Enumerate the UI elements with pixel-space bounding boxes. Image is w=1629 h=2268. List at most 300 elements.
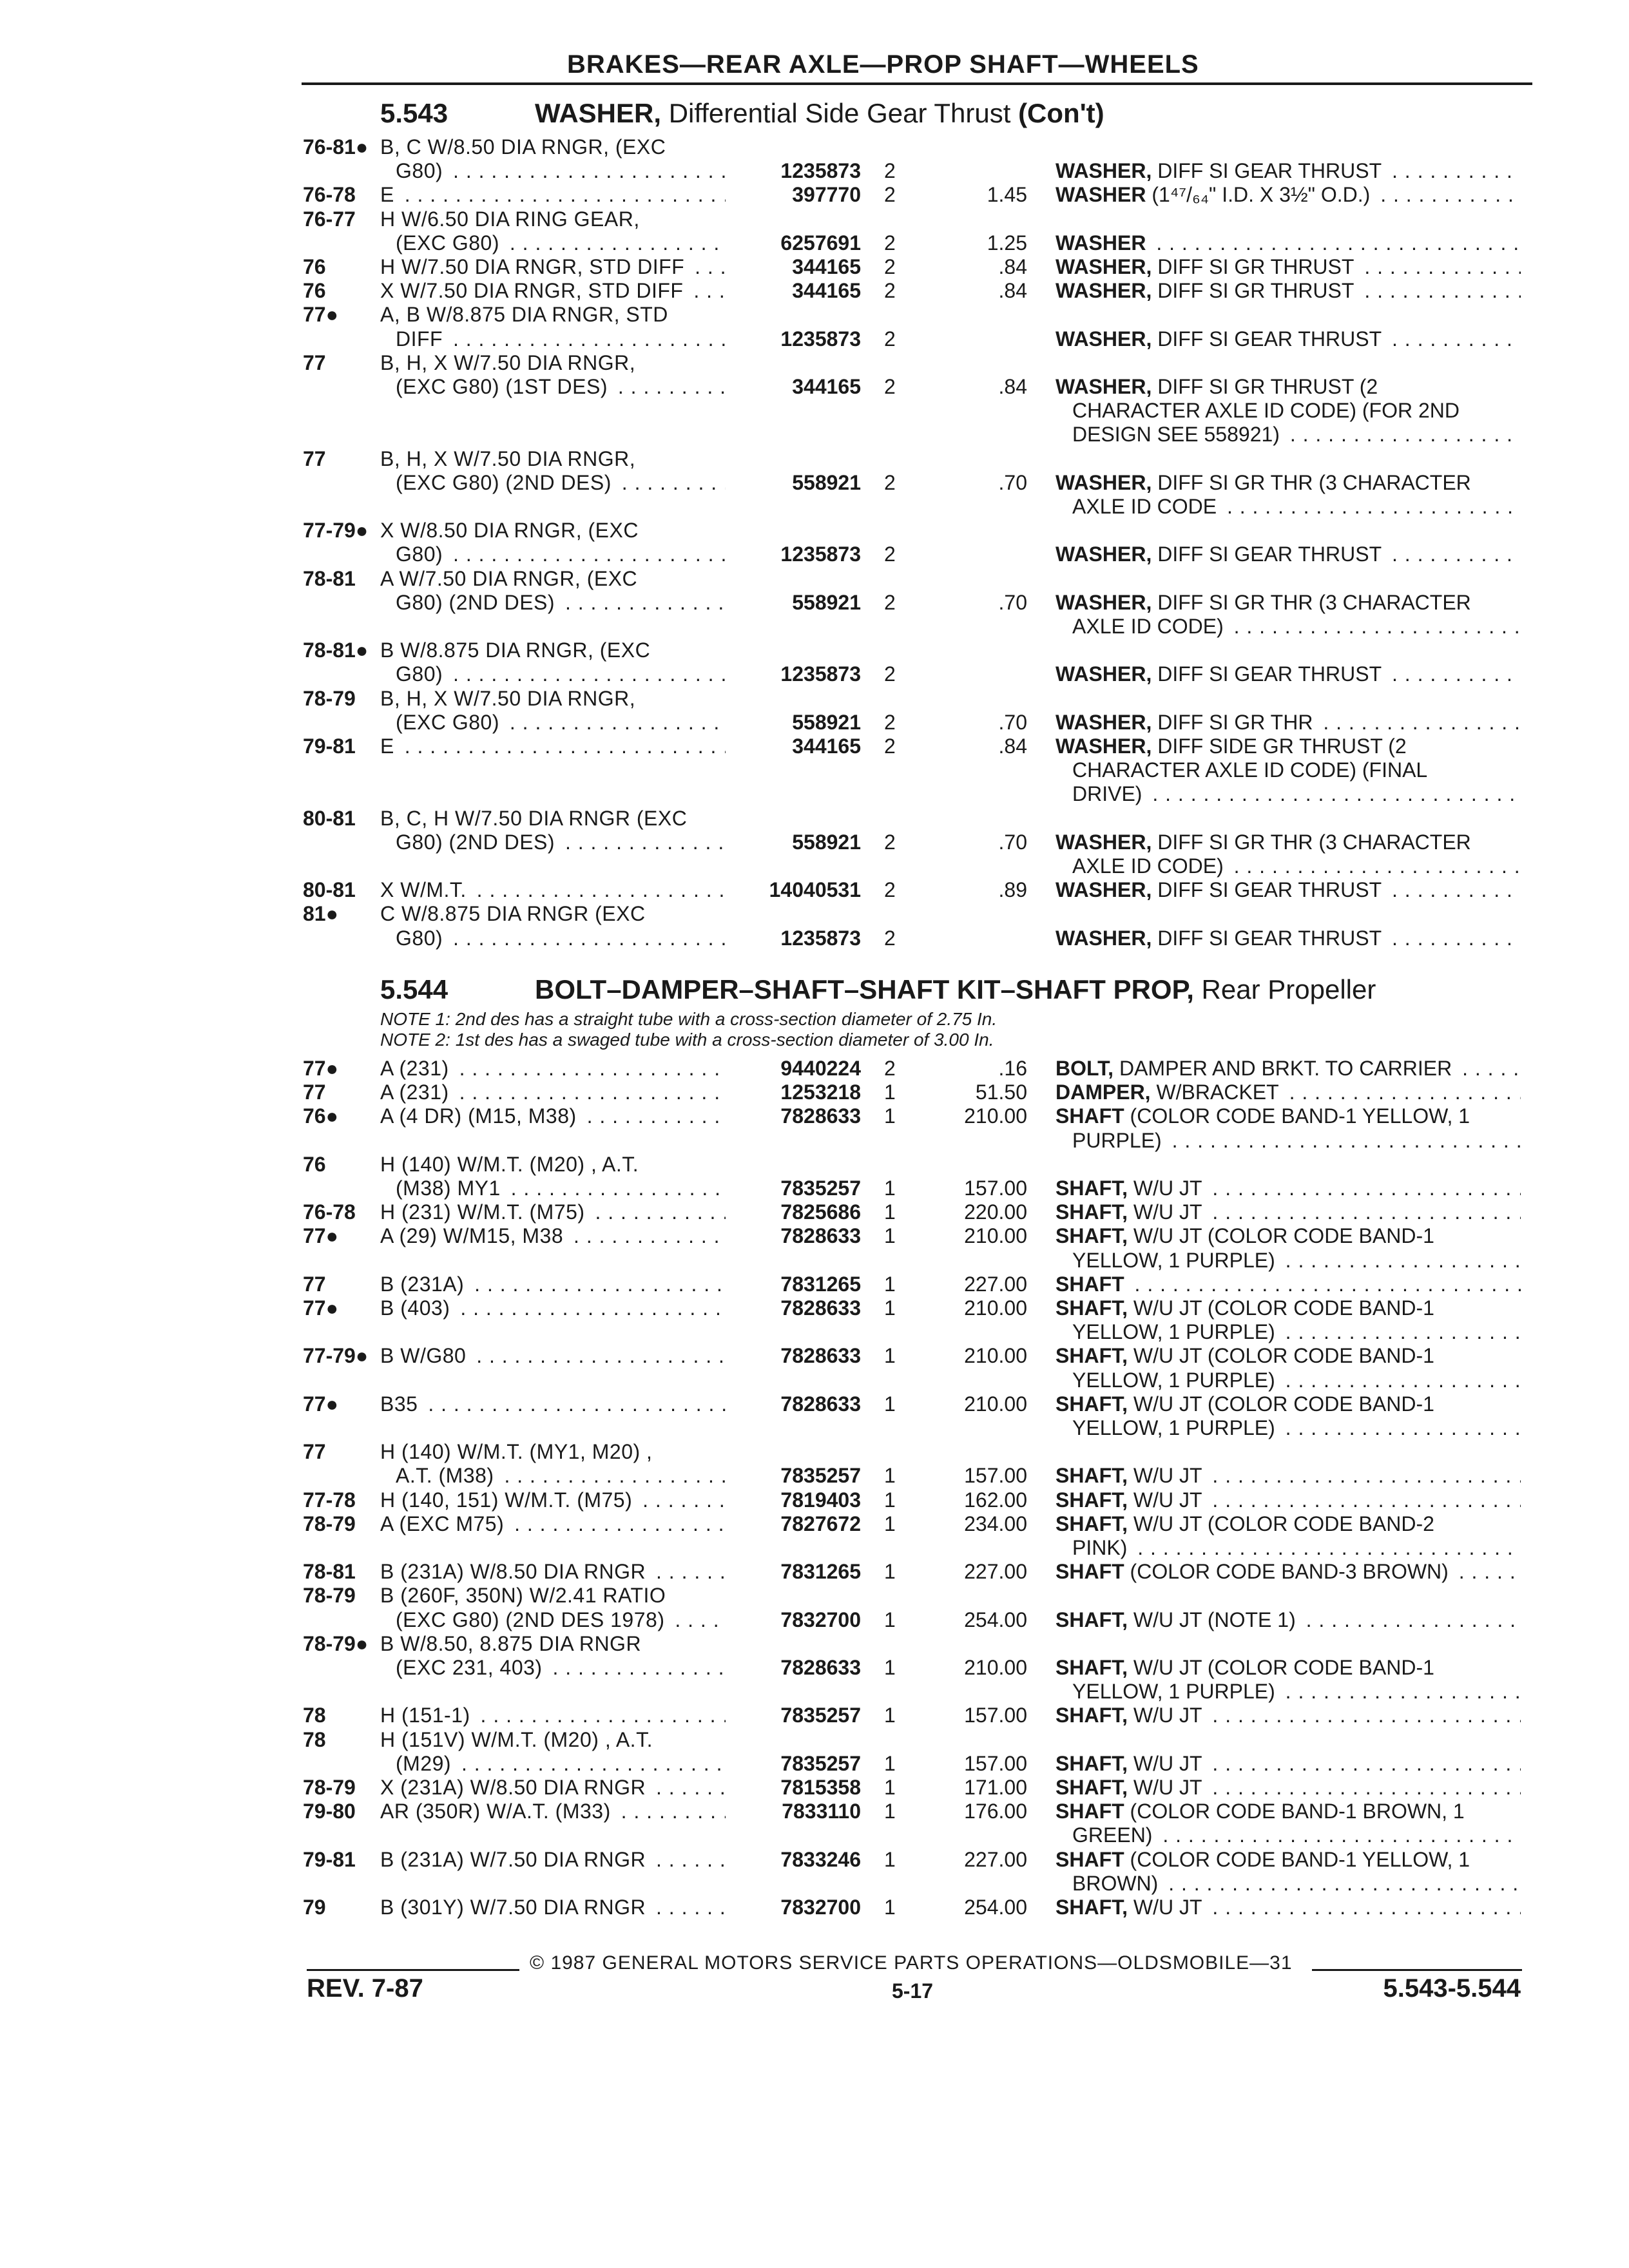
part-number: 7828633	[780, 1224, 861, 1248]
list-price: 162.00	[964, 1488, 1027, 1512]
list-price: .70	[998, 470, 1027, 494]
application-text: E	[380, 183, 398, 206]
part-description	[1055, 1273, 1521, 1296]
description-detail: DIFF SI GEAR THRUST	[1157, 926, 1382, 950]
row-line	[0, 1464, 1629, 1488]
description-detail: DIFF SI GEAR THRUST	[1157, 327, 1382, 351]
row-line	[0, 1129, 1629, 1153]
application-text: A (231)	[380, 1057, 453, 1080]
description-detail: DIFF SI GR THR (3 CHARACTER	[1157, 590, 1471, 614]
model-year: 78-81	[303, 566, 356, 590]
footer-rule-left	[307, 1969, 519, 1971]
part-number: 7828633	[780, 1344, 861, 1368]
list-price: 234.00	[964, 1512, 1027, 1535]
row-line	[0, 807, 1629, 831]
list-price: .84	[998, 375, 1027, 398]
section-note: NOTE 1: 2nd des has a straight tube with a cross-section diameter of 2.75 In.	[380, 1009, 998, 1029]
part-number: 7828633	[780, 1392, 861, 1416]
application	[380, 639, 726, 662]
description-detail: W/U JT	[1133, 1896, 1202, 1919]
description-detail: YELLOW, 1 PURPLE)	[1072, 1248, 1275, 1272]
quantity: 2	[884, 1057, 896, 1080]
description-detail: W/U JT (COLOR CODE BAND-1	[1133, 1392, 1434, 1416]
part-description	[1072, 1129, 1521, 1153]
part-description	[1055, 831, 1521, 854]
application	[380, 1632, 726, 1656]
part-description	[1072, 758, 1521, 782]
part-number: 344165	[792, 255, 861, 278]
quantity: 1	[884, 1488, 896, 1512]
model-year: 77●	[303, 1224, 338, 1248]
part-number: 7832700	[780, 1608, 861, 1631]
part-name: WASHER,	[1055, 662, 1152, 686]
application-text: B, H, X W/7.50 DIA RNGR,	[380, 351, 639, 374]
list-price: .70	[998, 590, 1027, 614]
list-price: 1.25	[987, 231, 1027, 255]
application-text: H (140) W/M.T. (MY1, M20) ,	[380, 1440, 656, 1463]
application-text: H (231) W/M.T. (M75)	[380, 1200, 589, 1224]
part-description	[1055, 662, 1521, 686]
quantity: 1	[884, 1200, 896, 1224]
part-description	[1055, 471, 1521, 495]
list-price: .84	[998, 279, 1027, 303]
row-line	[0, 1057, 1629, 1081]
quantity: 1	[884, 1296, 896, 1320]
row-line	[0, 1704, 1629, 1727]
row-line	[0, 1224, 1629, 1248]
description-text	[1055, 1656, 1438, 1679]
part-number: 344165	[792, 735, 861, 758]
application-text: X W/7.50 DIA RNGR, STD DIFF	[380, 279, 687, 302]
application	[380, 807, 726, 831]
description-detail: DIFF SI GR THR (3 CHARACTER	[1157, 470, 1471, 494]
description-text	[1055, 255, 1358, 278]
model-year: 79-80	[303, 1800, 356, 1823]
row-line	[0, 1848, 1629, 1872]
application	[380, 1440, 726, 1464]
part-number: 7835257	[780, 1751, 861, 1775]
description-detail: PURPLE)	[1072, 1128, 1162, 1152]
description-detail: DRIVE)	[1072, 782, 1142, 806]
model-year: 77●	[303, 303, 338, 327]
part-description	[1055, 711, 1521, 735]
part-description	[1055, 1296, 1521, 1320]
quantity: 2	[884, 470, 896, 494]
model-year: 76-77	[303, 207, 356, 231]
row-line	[0, 1728, 1629, 1752]
description-text	[1055, 1081, 1283, 1104]
part-number: 1235873	[780, 159, 861, 183]
row-line	[0, 1776, 1629, 1800]
row-line	[0, 231, 1629, 255]
description-text	[1055, 831, 1475, 854]
description-detail: CHARACTER AXLE ID CODE) (FINAL	[1072, 758, 1428, 782]
row-line	[0, 711, 1629, 735]
application	[380, 902, 726, 926]
application-text: (M38) MY1	[396, 1177, 505, 1200]
row-line	[0, 1896, 1629, 1919]
description-detail: PINK)	[1072, 1536, 1128, 1559]
part-name: SHAFT	[1055, 1272, 1124, 1296]
list-price: 157.00	[964, 1177, 1027, 1200]
model-year: 78-79	[303, 686, 356, 710]
part-name: WASHER,	[1055, 279, 1152, 303]
description-text	[1055, 1273, 1128, 1296]
quantity: 1	[884, 1656, 896, 1679]
row-line	[0, 1320, 1629, 1344]
description-text	[1072, 1680, 1279, 1703]
application-text: (EXC G80)	[396, 231, 503, 255]
model-year: 80-81	[303, 806, 356, 830]
model-year: 79-81	[303, 1847, 356, 1871]
part-number: 7835257	[780, 1464, 861, 1488]
list-price: 176.00	[964, 1800, 1027, 1823]
model-year: 78-79	[303, 1512, 356, 1535]
row-line	[0, 615, 1629, 639]
quantity: 1	[884, 1896, 896, 1919]
row-line	[0, 1560, 1629, 1584]
list-price: 210.00	[964, 1656, 1027, 1679]
application-text: G80)	[396, 662, 447, 686]
part-name: SHAFT,	[1055, 1464, 1128, 1488]
quantity: 2	[884, 255, 896, 278]
model-year: 76-78	[303, 1200, 356, 1224]
application-text: H (140) W/M.T. (M20) , A.T.	[380, 1153, 642, 1176]
row-line	[0, 1536, 1629, 1560]
part-number: 7828633	[780, 1656, 861, 1679]
list-price: 254.00	[964, 1608, 1027, 1631]
list-price: .89	[998, 878, 1027, 902]
row-line	[0, 902, 1629, 926]
part-name: WASHER,	[1055, 878, 1152, 902]
model-year: 78-79●	[303, 1631, 369, 1655]
part-description	[1072, 1872, 1521, 1896]
part-name: SHAFT,	[1055, 1776, 1128, 1799]
part-description	[1055, 279, 1521, 303]
description-text	[1072, 1320, 1279, 1343]
description-detail: YELLOW, 1 PURPLE)	[1072, 1320, 1275, 1344]
part-name: SHAFT,	[1055, 1392, 1128, 1416]
model-year: 79	[303, 1896, 326, 1919]
list-price: 227.00	[964, 1560, 1027, 1584]
part-description	[1055, 1512, 1521, 1536]
description-text	[1055, 1704, 1206, 1727]
description-text	[1055, 1224, 1438, 1247]
description-detail: DIFF SI GEAR THRUST	[1157, 662, 1382, 686]
application-text: DIFF	[396, 327, 447, 351]
part-description	[1055, 1560, 1521, 1584]
row-line	[0, 495, 1629, 519]
part-description	[1072, 423, 1521, 447]
part-description	[1055, 1488, 1521, 1512]
list-price: 210.00	[964, 1296, 1027, 1320]
part-description	[1072, 1320, 1521, 1344]
description-detail: AXLE ID CODE	[1072, 495, 1217, 518]
application-text: C W/8.875 DIA RNGR (EXC	[380, 902, 650, 925]
list-price: .84	[998, 255, 1027, 278]
description-text	[1072, 854, 1228, 878]
part-description	[1072, 1536, 1521, 1560]
application-text: A (4 DR) (M15, M38)	[380, 1104, 581, 1128]
description-text	[1072, 1249, 1279, 1272]
part-name: SHAFT,	[1055, 1488, 1128, 1512]
description-text	[1072, 758, 1431, 782]
application-text: H (140, 151) W/M.T. (M75)	[380, 1488, 636, 1512]
part-name: WASHER,	[1055, 926, 1152, 950]
part-name: WASHER,	[1055, 159, 1152, 183]
part-description	[1055, 1848, 1521, 1872]
application-text: E	[380, 735, 398, 758]
application-text: B W/8.50, 8.875 DIA RNGR	[380, 1632, 645, 1655]
model-year: 77-78	[303, 1488, 356, 1512]
row-line	[0, 1249, 1629, 1273]
part-name: WASHER	[1055, 231, 1146, 255]
application	[380, 351, 726, 375]
description-text	[1055, 1392, 1438, 1416]
description-detail: DIFF SI GEAR THRUST	[1157, 543, 1382, 566]
row-line	[0, 351, 1629, 375]
list-price: 157.00	[964, 1751, 1027, 1775]
row-line	[0, 303, 1629, 327]
description-text	[1055, 543, 1385, 566]
row-line	[0, 1872, 1629, 1896]
part-name: SHAFT,	[1055, 1656, 1128, 1679]
row-line	[0, 1440, 1629, 1464]
description-text	[1055, 1848, 1474, 1871]
part-number: 7835257	[780, 1704, 861, 1727]
part-description	[1055, 1656, 1521, 1680]
description-text	[1055, 1104, 1474, 1128]
row-line	[0, 1823, 1629, 1847]
section-note: NOTE 2: 1st des has a swaged tube with a cross-section diameter of 3.00 In.	[380, 1030, 994, 1050]
application-text: (EXC G80) (1ST DES)	[396, 375, 612, 398]
part-description	[1055, 1200, 1521, 1224]
part-description	[1055, 1081, 1521, 1104]
part-name: SHAFT,	[1055, 1296, 1128, 1320]
application	[380, 207, 726, 231]
description-detail: DIFF SIDE GR THRUST (2	[1157, 735, 1407, 758]
section-title-sub: Rear Propeller	[1201, 974, 1376, 1004]
description-text	[1072, 1872, 1162, 1895]
row-line	[0, 1488, 1629, 1512]
part-number: 7832700	[780, 1896, 861, 1919]
description-text	[1072, 1369, 1279, 1392]
part-name: SHAFT	[1055, 1560, 1124, 1584]
part-number: 344165	[792, 375, 861, 398]
section-title-main: WASHER,	[535, 98, 662, 128]
list-price: 210.00	[964, 1344, 1027, 1368]
description-text	[1055, 1296, 1438, 1320]
part-name: WASHER,	[1055, 830, 1152, 854]
part-description	[1055, 1057, 1521, 1081]
application	[380, 1584, 726, 1608]
model-year: 76-78	[303, 183, 356, 207]
application-text: B, H, X W/7.50 DIA RNGR,	[380, 447, 639, 470]
row-line	[0, 1656, 1629, 1680]
description-detail: (COLOR CODE BAND-3 BROWN)	[1130, 1560, 1449, 1584]
application-text: A (231)	[380, 1081, 453, 1104]
description-text	[1072, 1129, 1166, 1152]
part-number: 397770	[792, 183, 861, 207]
description-text	[1055, 1177, 1206, 1200]
application-text: (EXC 231, 403)	[396, 1656, 546, 1679]
model-year: 76	[303, 1152, 326, 1176]
description-detail: DIFF SI GR THRUST	[1157, 255, 1354, 278]
application-text: (EXC G80) (2ND DES 1978)	[396, 1608, 668, 1631]
model-year: 77	[303, 1272, 326, 1296]
description-text	[1072, 423, 1284, 446]
description-detail: BROWN)	[1072, 1871, 1159, 1895]
description-text	[1055, 591, 1475, 614]
part-description	[1055, 1224, 1521, 1248]
list-price: .16	[998, 1057, 1027, 1080]
list-price: 1.45	[987, 183, 1027, 207]
description-text	[1055, 1776, 1206, 1799]
row-line	[0, 159, 1629, 183]
description-detail: W/U JT (COLOR CODE BAND-1	[1133, 1224, 1434, 1248]
row-line	[0, 1584, 1629, 1608]
model-year: 79-81	[303, 735, 356, 758]
model-year: 77	[303, 351, 326, 374]
list-price: .70	[998, 830, 1027, 854]
section-number: 5.543	[380, 98, 448, 128]
row-line	[0, 1104, 1629, 1128]
description-detail: W/U JT	[1133, 1776, 1202, 1799]
application-text: (EXC G80)	[396, 711, 503, 734]
list-price: 210.00	[964, 1392, 1027, 1416]
application-text: B35	[380, 1392, 421, 1416]
application-text: G80)	[396, 159, 447, 182]
list-price: 210.00	[964, 1224, 1027, 1248]
description-detail: W/U JT	[1133, 1704, 1202, 1727]
quantity: 2	[884, 543, 896, 566]
description-detail: W/U JT (NOTE 1)	[1133, 1608, 1296, 1631]
description-text	[1055, 327, 1385, 351]
application-text: B (231A) W/7.50 DIA RNGR	[380, 1848, 650, 1871]
part-description	[1055, 1344, 1521, 1368]
description-detail: W/BRACKET	[1156, 1081, 1279, 1104]
section-range: 5.543-5.544	[1383, 1974, 1521, 2003]
description-detail: W/U JT	[1133, 1177, 1202, 1200]
part-number: 1235873	[780, 327, 861, 351]
part-number: 7828633	[780, 1296, 861, 1320]
part-description	[1055, 1177, 1521, 1200]
description-text	[1055, 1488, 1206, 1512]
part-description	[1055, 1104, 1521, 1128]
description-text	[1055, 279, 1358, 302]
row-line	[0, 135, 1629, 159]
quantity: 2	[884, 279, 896, 303]
description-detail: W/U JT	[1133, 1488, 1202, 1512]
part-description	[1055, 1896, 1521, 1919]
part-name: SHAFT,	[1055, 1344, 1128, 1368]
description-text	[1072, 1536, 1131, 1559]
application-text: B W/G80	[380, 1344, 470, 1367]
application	[380, 447, 726, 471]
quantity: 2	[884, 327, 896, 351]
application	[380, 1728, 726, 1752]
description-detail: DAMPER AND BRKT. TO CARRIER	[1119, 1057, 1452, 1080]
model-year: 78-81	[303, 1560, 356, 1584]
row-line	[0, 1344, 1629, 1368]
description-text	[1055, 1464, 1206, 1487]
description-text	[1055, 878, 1385, 901]
quantity: 2	[884, 878, 896, 902]
description-text	[1055, 735, 1411, 758]
part-description	[1072, 1416, 1521, 1440]
list-price: 210.00	[964, 1104, 1027, 1128]
part-number: 1235873	[780, 926, 861, 950]
part-name: WASHER,	[1055, 327, 1152, 351]
application-text: H (151-1)	[380, 1704, 474, 1727]
row-line	[0, 519, 1629, 543]
application-text: G80)	[396, 927, 447, 950]
row-line	[0, 1296, 1629, 1320]
part-description	[1072, 615, 1521, 639]
part-name: SHAFT,	[1055, 1704, 1128, 1727]
application-text: B W/8.875 DIA RNGR, (EXC	[380, 639, 654, 662]
footer-rule-right	[1312, 1969, 1522, 1971]
description-text	[1072, 1416, 1279, 1439]
application-text: B (403)	[380, 1296, 454, 1320]
description-text	[1055, 662, 1385, 686]
quantity: 2	[884, 735, 896, 758]
quantity: 1	[884, 1104, 896, 1128]
model-year: 76●	[303, 1104, 338, 1128]
part-number: 9440224	[780, 1057, 861, 1080]
quantity: 2	[884, 231, 896, 255]
copyright-notice: © 1987 GENERAL MOTORS SERVICE PARTS OPERATIONS—OLDSMOBILE—31	[530, 1952, 1293, 1974]
quantity: 1	[884, 1081, 896, 1104]
description-detail: CHARACTER AXLE ID CODE) (FOR 2ND	[1072, 399, 1460, 423]
row-line	[0, 1512, 1629, 1536]
application	[380, 303, 726, 327]
part-number: 7833110	[782, 1800, 861, 1823]
part-number: 7825686	[780, 1200, 861, 1224]
description-text	[1072, 615, 1228, 638]
row-line	[0, 1632, 1629, 1656]
row-line	[0, 375, 1629, 399]
quantity: 1	[884, 1272, 896, 1296]
part-description	[1055, 1752, 1521, 1776]
part-description	[1055, 1464, 1521, 1488]
model-year: 77●	[303, 1392, 338, 1416]
part-number: 7835257	[780, 1177, 861, 1200]
part-number: 14040531	[769, 878, 861, 902]
part-number: 6257691	[780, 231, 861, 255]
part-number: 1235873	[780, 662, 861, 686]
part-description	[1055, 543, 1521, 566]
list-price: 227.00	[964, 1847, 1027, 1871]
application-text: A.T. (M38)	[396, 1464, 498, 1487]
part-description	[1055, 735, 1521, 758]
row-line	[0, 927, 1629, 950]
row-line	[0, 567, 1629, 591]
model-year: 78-81●	[303, 639, 369, 662]
description-detail: W/U JT (COLOR CODE BAND-2	[1133, 1512, 1434, 1535]
part-description	[1055, 255, 1521, 279]
page-header-title: BRAKES—REAR AXLE—PROP SHAFT—WHEELS	[567, 50, 1199, 79]
description-detail: DIFF SI GR THR	[1157, 710, 1313, 734]
part-name: SHAFT,	[1055, 1608, 1128, 1631]
part-number: 7831265	[780, 1560, 861, 1584]
row-line	[0, 1752, 1629, 1776]
quantity: 1	[884, 1392, 896, 1416]
revision-date: REV. 7-87	[307, 1974, 423, 2003]
quantity: 1	[884, 1512, 896, 1535]
description-text	[1055, 159, 1385, 182]
part-name: WASHER,	[1055, 710, 1152, 734]
